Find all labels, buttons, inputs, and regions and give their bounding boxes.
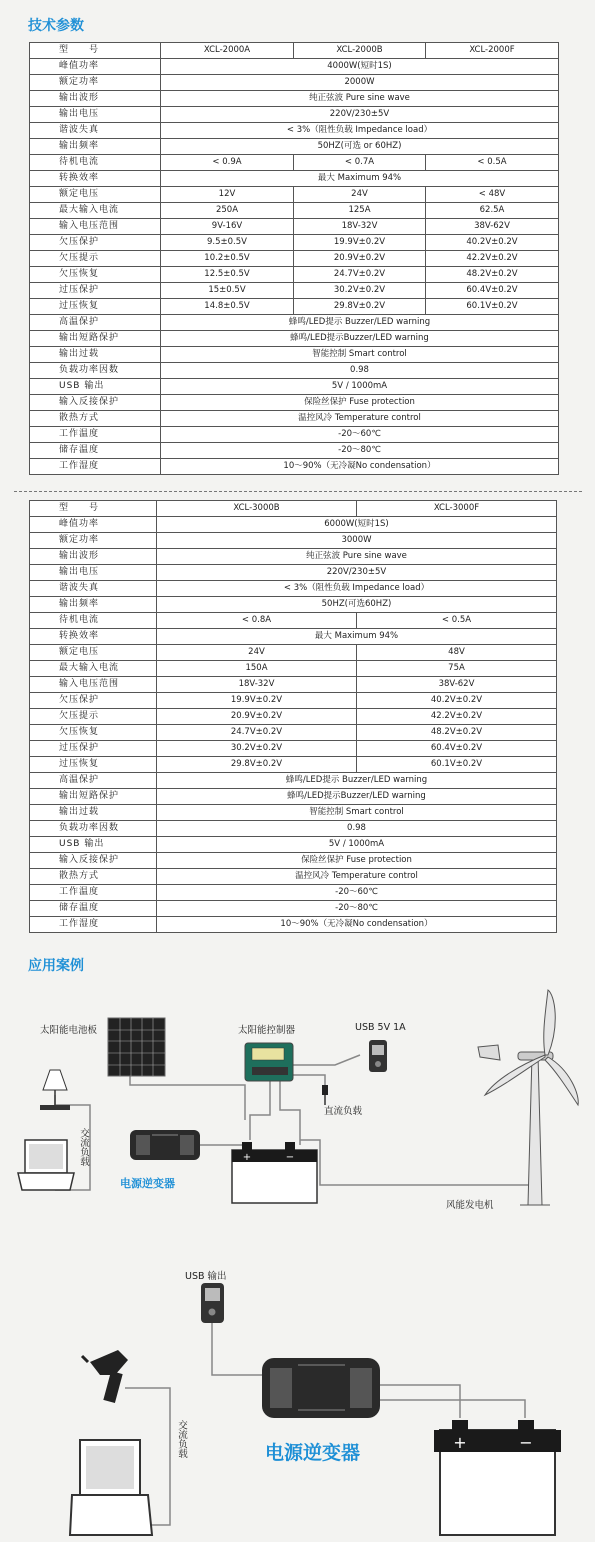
label-dc-load: 直流负载 — [324, 1106, 363, 1117]
cell-value: 220V/230±5V — [161, 107, 559, 123]
cell-value: 24.7V±0.2V — [294, 267, 426, 283]
battery-icon-2 — [434, 1420, 561, 1535]
cell-value: 温控风冷 Temperature control — [161, 411, 559, 427]
row-label: 输出短路保护 — [30, 789, 157, 805]
row-label: 转换效率 — [30, 629, 157, 645]
table-row — [30, 75, 559, 91]
cell-value: -20～80℃ — [161, 443, 559, 459]
cell-value: 最大 Maximum 94% — [157, 629, 557, 645]
row-label: 工作温度 — [30, 427, 161, 443]
application-diagram-1 — [0, 975, 595, 1215]
table-row — [30, 597, 557, 613]
row-label: 工作湿度 — [30, 459, 161, 475]
cell-value: 42.2V±0.2V — [357, 709, 557, 725]
cell-value: 3000W — [157, 533, 557, 549]
table-row — [30, 43, 559, 59]
table-row — [30, 59, 559, 75]
cell-value: 40.2V±0.2V — [426, 235, 559, 251]
cell-value: 12V — [161, 187, 294, 203]
cell-value: XCL-2000B — [294, 43, 426, 59]
wind-turbine-icon — [478, 990, 578, 1205]
cell-value: < 0.9A — [161, 155, 294, 171]
spec-table-3000 — [29, 500, 557, 933]
cell-value: 0.98 — [157, 821, 557, 837]
cell-value: 50HZ(可选60HZ) — [157, 597, 557, 613]
table-row — [30, 411, 559, 427]
row-label: 欠压恢复 — [30, 725, 157, 741]
section-title-specs: 技术参数 — [28, 18, 84, 34]
cell-value: 蜂鸣/LED提示 Buzzer/LED warning — [161, 315, 559, 331]
cell-value: 19.9V±0.2V — [294, 235, 426, 251]
cell-value: 保险丝保护 Fuse protection — [161, 395, 559, 411]
cell-value: 38V-62V — [426, 219, 559, 235]
row-label: 欠压恢复 — [30, 267, 161, 283]
table-row — [30, 693, 557, 709]
cell-value: 20.9V±0.2V — [294, 251, 426, 267]
cell-value: 40.2V±0.2V — [357, 693, 557, 709]
laptop-icon — [18, 1140, 74, 1190]
table-row — [30, 107, 559, 123]
cell-value: 60.1V±0.2V — [357, 757, 557, 773]
cell-value: 6000W(短时1S) — [157, 517, 557, 533]
cell-value: < 0.7A — [294, 155, 426, 171]
cell-value: XCL-2000F — [426, 43, 559, 59]
cell-value: XCL-2000A — [161, 43, 294, 59]
label-solar-controller: 太阳能控制器 — [238, 1025, 296, 1036]
table-row — [30, 773, 557, 789]
row-label: 过压保护 — [30, 283, 161, 299]
row-label: 过压保护 — [30, 741, 157, 757]
cell-value: 220V/230±5V — [157, 565, 557, 581]
svg-text:+: + — [242, 1152, 252, 1163]
cell-value: 29.8V±0.2V — [294, 299, 426, 315]
row-label: 过压恢复 — [30, 299, 161, 315]
label-usb-output: USB 输出 — [185, 1271, 227, 1282]
table-row — [30, 645, 557, 661]
table-row — [30, 533, 557, 549]
row-label: 输入反接保护 — [30, 853, 157, 869]
table-row — [30, 901, 557, 917]
row-label: 输出过载 — [30, 347, 161, 363]
svg-text:+: + — [453, 1433, 467, 1452]
cell-value: 30.2V±0.2V — [157, 741, 357, 757]
table-row — [30, 757, 557, 773]
table-row — [30, 235, 559, 251]
row-label: 转换效率 — [30, 171, 161, 187]
row-label: 型 号 — [30, 43, 161, 59]
cell-value: 150A — [157, 661, 357, 677]
table-row — [30, 91, 559, 107]
row-label: 负载功率因数 — [30, 363, 161, 379]
cell-value: < 3%（阻性负载 Impedance load） — [161, 123, 559, 139]
row-label: 额定功率 — [30, 533, 157, 549]
row-label: 输出频率 — [30, 597, 157, 613]
row-label: 输出电压 — [30, 565, 157, 581]
inverter-icon-2 — [262, 1358, 380, 1418]
table-row — [30, 821, 557, 837]
table-row — [30, 427, 559, 443]
cell-value: -20～60℃ — [157, 885, 557, 901]
row-label: 散热方式 — [30, 411, 161, 427]
cell-value: 38V-62V — [357, 677, 557, 693]
cell-value: 50HZ(可选 or 60HZ) — [161, 139, 559, 155]
row-label: USB 输出 — [30, 837, 157, 853]
cell-value: 0.98 — [161, 363, 559, 379]
table-row — [30, 549, 557, 565]
row-label: 高温保护 — [30, 773, 157, 789]
row-label: 谐波失真 — [30, 123, 161, 139]
row-label: 峰值功率 — [30, 59, 161, 75]
cell-value: 智能控制 Smart control — [157, 805, 557, 821]
label-inverter: 电源逆变器 — [120, 1177, 175, 1190]
table-row — [30, 251, 559, 267]
solar-panel-icon — [108, 1018, 165, 1076]
cell-value: < 0.8A — [157, 613, 357, 629]
section-title-applications: 应用案例 — [28, 958, 84, 974]
table-row — [30, 379, 559, 395]
cell-value: 10～90%（无冷凝No condensation） — [161, 459, 559, 475]
cell-value: -20～80℃ — [157, 901, 557, 917]
table-row — [30, 501, 557, 517]
row-label: USB 输出 — [30, 379, 161, 395]
row-label: 峰值功率 — [30, 517, 157, 533]
table-row — [30, 299, 559, 315]
laptop-icon-2 — [70, 1440, 152, 1535]
cell-value: 48.2V±0.2V — [357, 725, 557, 741]
table-row — [30, 677, 557, 693]
row-label: 欠压提示 — [30, 709, 157, 725]
cell-value: 15±0.5V — [161, 283, 294, 299]
row-label: 输入反接保护 — [30, 395, 161, 411]
row-label: 欠压提示 — [30, 251, 161, 267]
table-row — [30, 725, 557, 741]
row-label: 额定功率 — [30, 75, 161, 91]
cell-value: 19.9V±0.2V — [157, 693, 357, 709]
cell-value: 蜂鸣/LED提示 Buzzer/LED warning — [157, 773, 557, 789]
spec-table-2000 — [29, 42, 559, 475]
drill-icon — [82, 1350, 128, 1403]
table-row — [30, 203, 559, 219]
row-label: 输出波形 — [30, 549, 157, 565]
row-label: 工作湿度 — [30, 917, 157, 933]
table-row — [30, 443, 559, 459]
inverter-icon — [130, 1130, 200, 1160]
cell-value: 纯正弦波 Pure sine wave — [161, 91, 559, 107]
row-label: 输出电压 — [30, 107, 161, 123]
row-label: 输入电压范围 — [30, 219, 161, 235]
solar-controller-icon — [245, 1043, 293, 1081]
cell-value: 62.5A — [426, 203, 559, 219]
row-label: 输出波形 — [30, 91, 161, 107]
cell-value: 250A — [161, 203, 294, 219]
table-row — [30, 805, 557, 821]
cell-value: 9V-16V — [161, 219, 294, 235]
table-row — [30, 363, 559, 379]
cell-value: 蜂鸣/LED提示Buzzer/LED warning — [157, 789, 557, 805]
usb-phone-icon — [201, 1283, 224, 1323]
dashed-divider — [14, 491, 582, 492]
cell-value: 最大 Maximum 94% — [161, 171, 559, 187]
row-label: 输出短路保护 — [30, 331, 161, 347]
table-row — [30, 459, 559, 475]
row-label: 欠压保护 — [30, 693, 157, 709]
cell-value: 48.2V±0.2V — [426, 267, 559, 283]
cell-value: 10.2±0.5V — [161, 251, 294, 267]
cell-value: < 0.5A — [357, 613, 557, 629]
cell-value: XCL-3000F — [357, 501, 557, 517]
cell-value: 纯正弦波 Pure sine wave — [157, 549, 557, 565]
dc-load-icon — [322, 1085, 328, 1105]
table-row — [30, 581, 557, 597]
cell-value: 4000W(短时1S) — [161, 59, 559, 75]
cell-value: 2000W — [161, 75, 559, 91]
svg-text:−: − — [519, 1433, 533, 1452]
row-label: 待机电流 — [30, 613, 157, 629]
row-label: 高温保护 — [30, 315, 161, 331]
cell-value: 24.7V±0.2V — [157, 725, 357, 741]
cell-value: 保险丝保护 Fuse protection — [157, 853, 557, 869]
cell-value: 9.5±0.5V — [161, 235, 294, 251]
table-row — [30, 315, 559, 331]
table-row — [30, 517, 557, 533]
row-label: 欠压保护 — [30, 235, 161, 251]
label-wind-turbine: 风能发电机 — [446, 1200, 494, 1211]
cell-value: 75A — [357, 661, 557, 677]
table-row — [30, 917, 557, 933]
cell-value: 30.2V±0.2V — [294, 283, 426, 299]
row-label: 谐波失真 — [30, 581, 157, 597]
cell-value: 5V / 1000mA — [157, 837, 557, 853]
row-label: 额定电压 — [30, 645, 157, 661]
table-row — [30, 347, 559, 363]
label-ac-load-2: 交流负载 — [176, 1420, 187, 1458]
cell-value: < 3%（阻性负载 Impedance load） — [157, 581, 557, 597]
table-row — [30, 139, 559, 155]
phone-icon — [369, 1040, 387, 1072]
table-row — [30, 331, 559, 347]
table-row — [30, 395, 559, 411]
table-row — [30, 283, 559, 299]
row-label: 散热方式 — [30, 869, 157, 885]
cell-value: 60.4V±0.2V — [426, 283, 559, 299]
table-row — [30, 837, 557, 853]
application-diagram-2 — [0, 1250, 595, 1540]
table-row — [30, 629, 557, 645]
row-label: 最大输入电流 — [30, 203, 161, 219]
row-label: 最大输入电流 — [30, 661, 157, 677]
table-row — [30, 267, 559, 283]
table-row — [30, 853, 557, 869]
row-label: 储存温度 — [30, 901, 157, 917]
table-row — [30, 869, 557, 885]
table-row — [30, 709, 557, 725]
cell-value: 智能控制 Smart control — [161, 347, 559, 363]
table-row — [30, 155, 559, 171]
table-row — [30, 565, 557, 581]
cell-value: 60.4V±0.2V — [357, 741, 557, 757]
row-label: 待机电流 — [30, 155, 161, 171]
cell-value: 60.1V±0.2V — [426, 299, 559, 315]
cell-value: 14.8±0.5V — [161, 299, 294, 315]
row-label: 输出频率 — [30, 139, 161, 155]
svg-text:−: − — [285, 1152, 295, 1163]
cell-value: 蜂鸣/LED提示Buzzer/LED warning — [161, 331, 559, 347]
label-ac-load: 交流负载 — [78, 1128, 89, 1166]
table-row — [30, 219, 559, 235]
row-label: 输出过载 — [30, 805, 157, 821]
cell-value: 20.9V±0.2V — [157, 709, 357, 725]
table-row — [30, 885, 557, 901]
row-label: 工作温度 — [30, 885, 157, 901]
label-solar-panel: 太阳能电池板 — [40, 1025, 98, 1036]
cell-value: < 48V — [426, 187, 559, 203]
cell-value: 5V / 1000mA — [161, 379, 559, 395]
table-row — [30, 123, 559, 139]
cell-value: 24V — [294, 187, 426, 203]
cell-value: 42.2V±0.2V — [426, 251, 559, 267]
cell-value: 29.8V±0.2V — [157, 757, 357, 773]
table-row — [30, 187, 559, 203]
cell-value: XCL-3000B — [157, 501, 357, 517]
label-inverter-2: 电源逆变器 — [265, 1442, 361, 1464]
row-label: 额定电压 — [30, 187, 161, 203]
cell-value: < 0.5A — [426, 155, 559, 171]
table-row — [30, 661, 557, 677]
cell-value: 18V-32V — [294, 219, 426, 235]
lamp-icon — [40, 1070, 70, 1110]
cell-value: -20～60℃ — [161, 427, 559, 443]
table-row — [30, 741, 557, 757]
cell-value: 12.5±0.5V — [161, 267, 294, 283]
row-label: 过压恢复 — [30, 757, 157, 773]
row-label: 负载功率因数 — [30, 821, 157, 837]
table-row — [30, 789, 557, 805]
battery-icon — [232, 1142, 317, 1203]
row-label: 输入电压范围 — [30, 677, 157, 693]
row-label: 型 号 — [30, 501, 157, 517]
cell-value: 24V — [157, 645, 357, 661]
table-row — [30, 613, 557, 629]
cell-value: 温控风冷 Temperature control — [157, 869, 557, 885]
cell-value: 125A — [294, 203, 426, 219]
cell-value: 10～90%（无冷凝No condensation） — [157, 917, 557, 933]
cell-value: 18V-32V — [157, 677, 357, 693]
row-label: 储存温度 — [30, 443, 161, 459]
cell-value: 48V — [357, 645, 557, 661]
table-row — [30, 171, 559, 187]
label-usb: USB 5V 1A — [355, 1022, 406, 1033]
